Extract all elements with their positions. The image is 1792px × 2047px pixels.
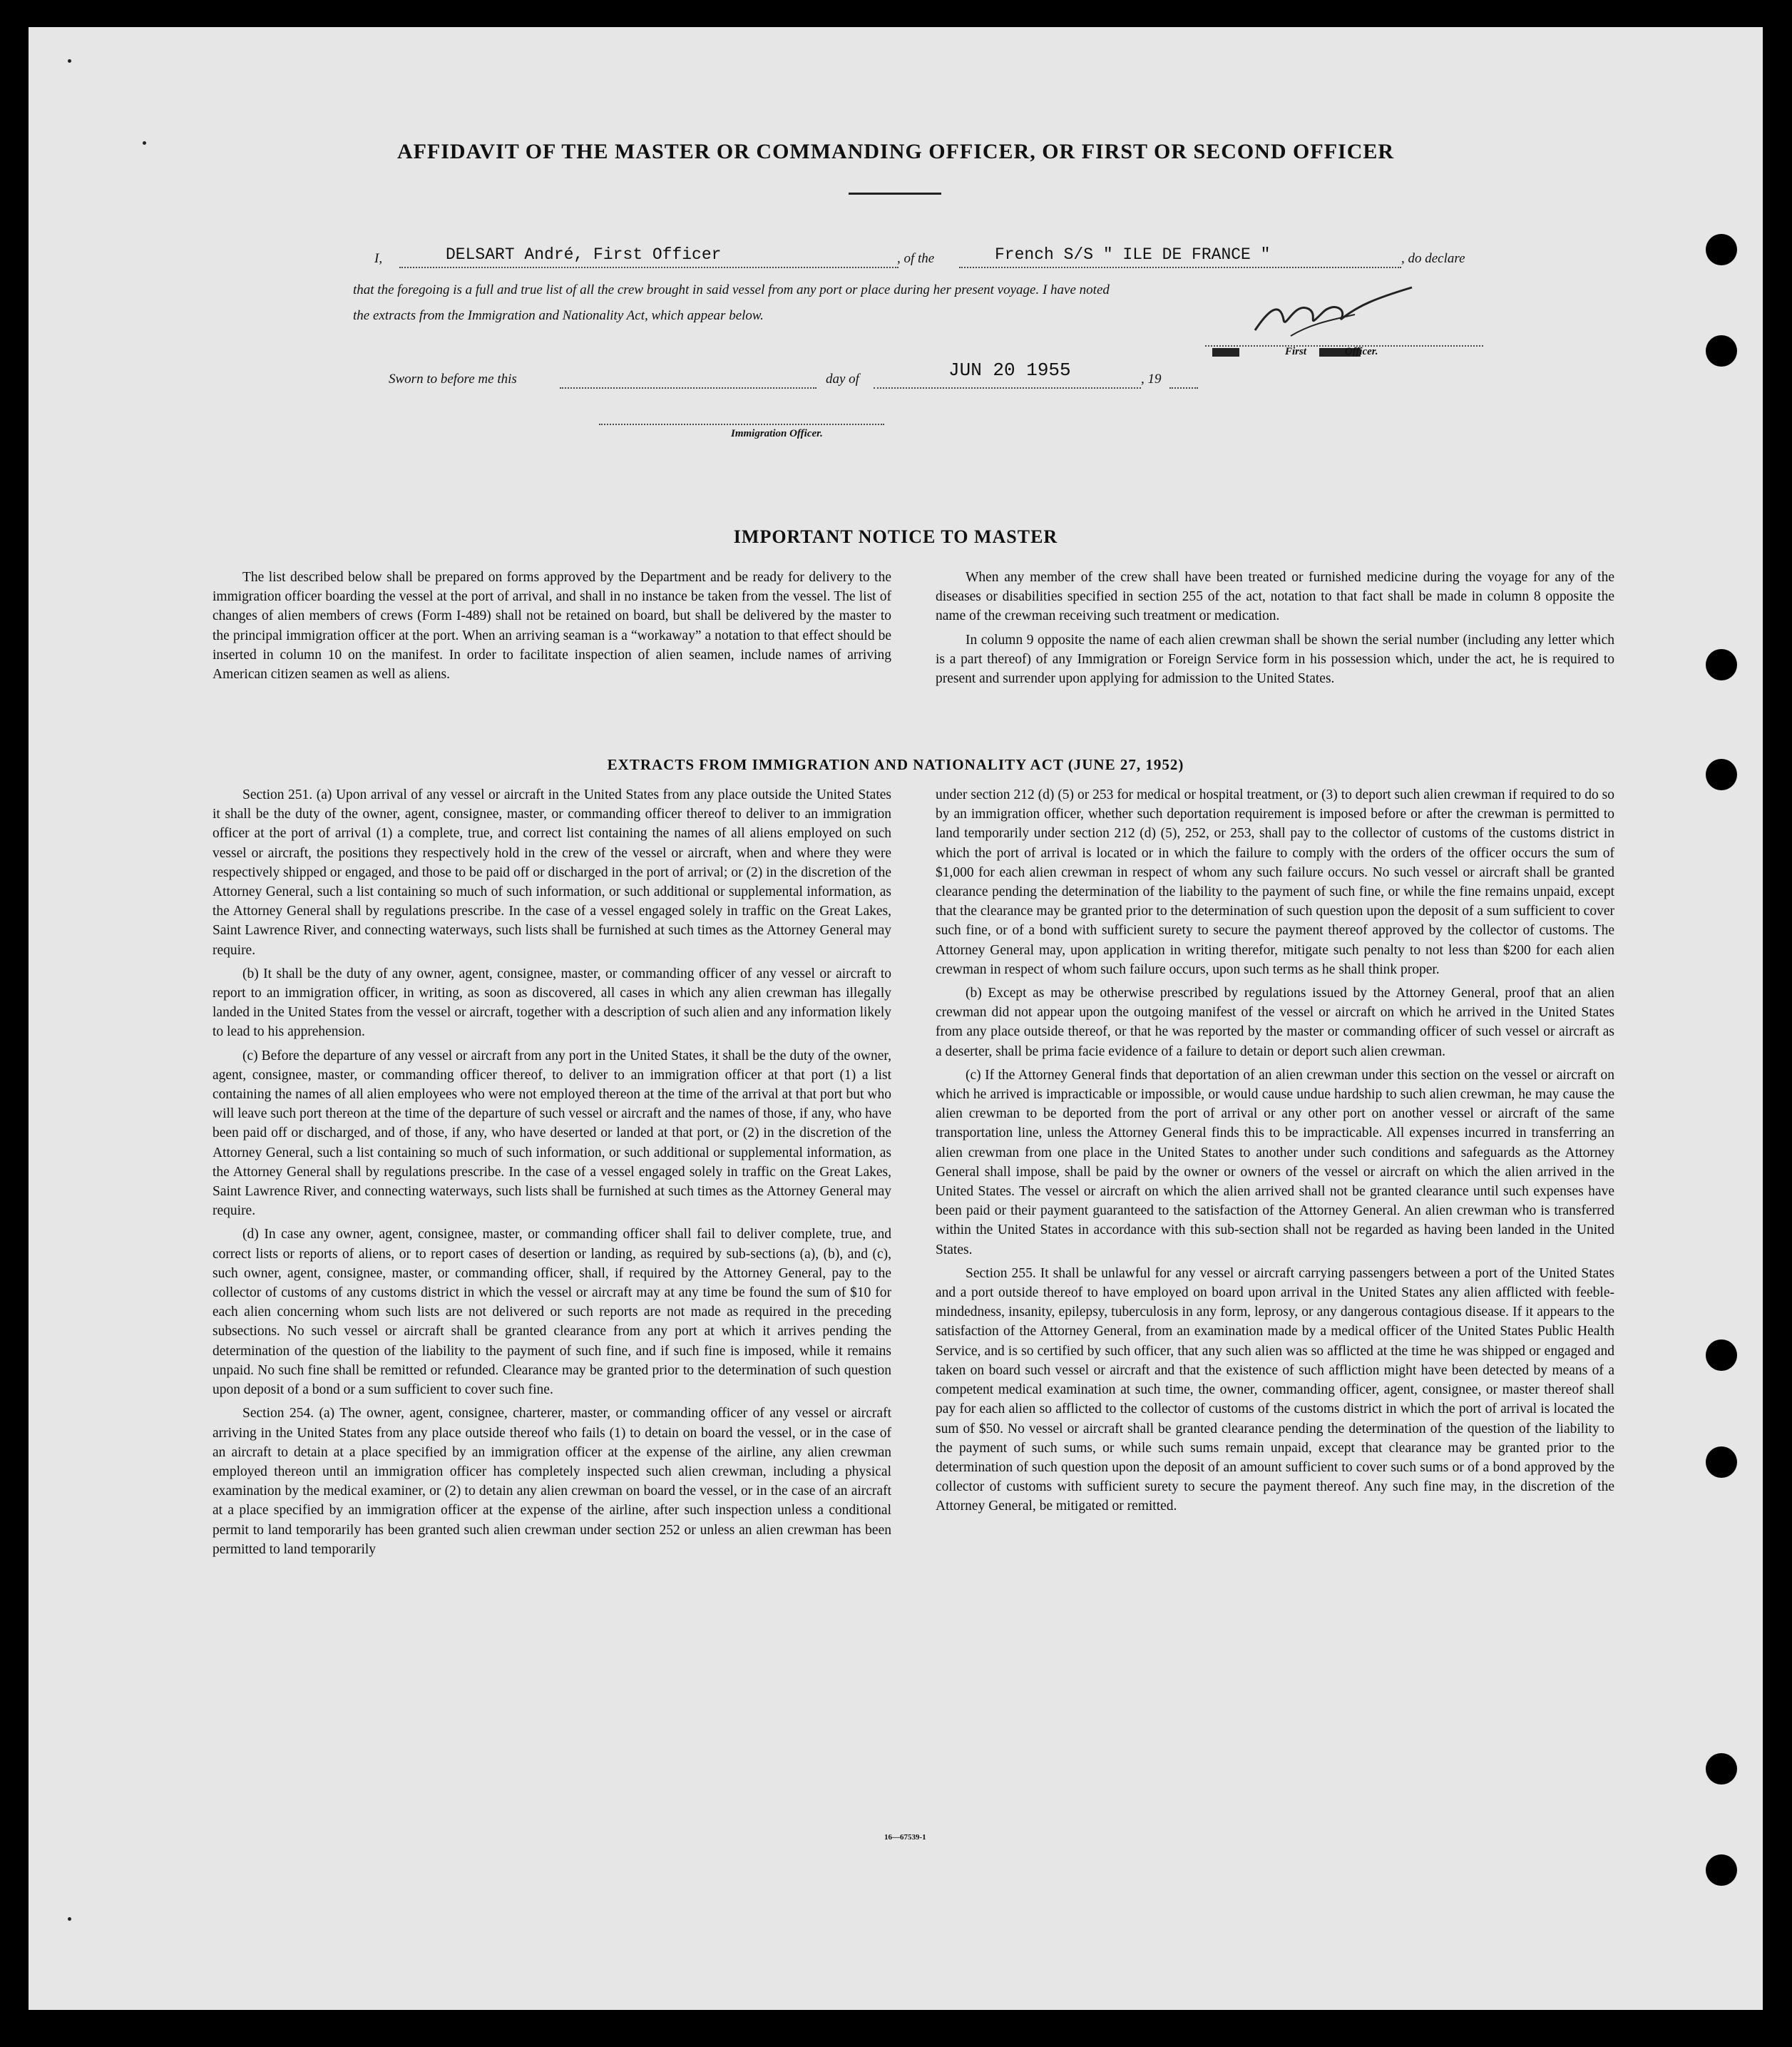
extracts-right-column	[936, 785, 1614, 1521]
extract-paragraph: (b) It shall be the duty of any owner, agent, consignee, master, or commanding officer of any vessel or aircraft to report to an immigration officer, in writing, as soon as discovered, all cases in which any alien crewman has illegally landed in the United States from the vessel or aircraft, together with a description of such alien and any information likely to lead to his apprehension.	[213, 966, 891, 1040]
sworn-day-underline	[560, 387, 816, 389]
year-prefix: , 19	[1141, 372, 1162, 387]
do-declare-label: , do declare	[1401, 251, 1465, 266]
binder-hole	[1706, 1854, 1737, 1886]
date-stamp: JUN 20 1955	[948, 359, 1071, 381]
notice-right-column	[936, 568, 1614, 693]
officer-signature	[1241, 280, 1426, 344]
notice-paragraph: In column 9 opposite the name of each alien crewman shall be shown the serial number (including any letter which is a part thereof) of any Immigration or Foreign Service form in his possession which, under the act, he is required to present and surrender upon applying for admission to the United States.	[936, 632, 1614, 687]
binder-hole	[1706, 1446, 1737, 1478]
immigration-officer-underline	[599, 424, 884, 425]
extract-paragraph: Section 251. (a) Upon arrival of any vessel or aircraft in the United States from any place outside the United States it shall be the duty of the owner, agent, consignee, master, or commanding officer thereof to deliver to an immigration officer at the port of arrival (1) a complete, true, and correct list containing the names of all aliens employed on such vessel or aircraft, the positions they respectively hold in the crew of the vessel or aircraft, when and where they were respectively shipped or engaged, and those to be paid off or discharged in the port of arrival; or (2) in the discretion of the Attorney General, such a list containing so much of such information, or such additional or supplemental information, as the Attorney General shall by regulations prescribe. In the case of a vessel engaged solely in traffic on the Great Lakes, Saint Lawrence River, and connecting waterways, such lists shall be furnished at such times as the Attorney General may require.	[213, 787, 891, 958]
declaration-line-3: the extracts from the Immigration and Nationality Act, which appear below.	[353, 308, 764, 323]
extract-paragraph: (c) If the Attorney General finds that deportation of an alien crewman under this section on the vessel or aircraft on which he arrived is impracticable or impossible, or would cause undue hardship to such alien crewman, he may cause the alien crewman to be deported from the port of arrival or any other port on another vessel or aircraft of the same transportation line, unless the Attorney General finds this to be impracticable. All expenses incurred in transferring an alien crewman from one place in the United States to another under such conditions and safeguards as the Attorney General shall impose, shall be paid by the owner or owners of the vessel or aircraft on which the alien arrived in the United States. The vessel or aircraft on which the alien arrived shall not be granted clearance until such expenses have been paid or their payment guaranteed to the satisfaction of the Attorney General. An alien crewman who is transferred within the United States in accordance with this sub-section shall not be regarded as having been landed in the United States.	[936, 1067, 1614, 1257]
year-underline	[1169, 387, 1198, 389]
notice-left-column	[213, 568, 891, 688]
extract-paragraph: (b) Except as may be otherwise prescribed by regulations issued by the Attorney General, proof that an alien crewman did not appear upon the outgoing manifest of the vessel or aircraft on which he arrived in the United States from any place outside thereof, or that he was reported by the master or commanding officer of such vessel or aircraft as a deserter, shall be prima facie evidence of a failure to detain or deport such alien crewman.	[936, 986, 1614, 1059]
binder-hole	[1706, 335, 1737, 367]
speck	[143, 141, 146, 145]
of-the-label: , of the	[897, 251, 935, 266]
immigration-officer-caption: Immigration Officer.	[731, 428, 823, 439]
extract-paragraph: (c) Before the departure of any vessel or aircraft from any port in the United States, it shall be the duty of the owner, agent, consignee, master, or commanding officer thereof, to deliver to an immigration officer at that port (1) a list containing the names of all alien employees who were not employed thereon at the time of the arrival at that port but who will leave such port thereon at the time of the departure of such vessel or aircraft and the names of those, if any, who have been paid off or discharged, and of those, if any, who have deserted or landed at that port, or (2) in the discretion of the Attorney General, such a list containing so much of such information, or such additional or supplemental information, as the Attorney General shall by regulations prescribe. In the case of a vessel engaged solely in traffic on the Great Lakes, Saint Lawrence River, and connecting waterways, such lists shall be furnished at such times as the Attorney General may require.	[213, 1048, 891, 1219]
form-number: 16—67539-1	[884, 1833, 926, 1842]
notice-title: IMPORTANT NOTICE TO MASTER	[733, 526, 1058, 547]
binder-hole	[1706, 234, 1737, 265]
speck	[68, 59, 71, 63]
extract-paragraph: Section 254. (a) The owner, agent, consignee, charterer, master, or commanding officer of any vessel or aircraft arriving in the United States from any place outside thereof who fails (1) to detain on board the vessel, or in the case of an aircraft to detain at a place specified by an immigration officer at the expense of the airline, any alien crewman employed thereon until an immigration officer has completely inspected such alien crewman, including a physical examination by the medical examiner, or (2) to detain any alien crewman on board the vessel, or in the case of an aircraft at a place specified by an immigration officer at the expense of the airline, after such inspection unless a conditional permit to land temporarily has been granted such alien crewman under section 252 or unless an alien crewman has been permitted to land temporarily	[213, 1406, 891, 1557]
declaration-line-2: that the foregoing is a full and true list of all the crew brought in said vessel from any port or place during her present voyage. I have noted	[353, 282, 1110, 297]
name-underline	[399, 267, 898, 268]
title-divider	[849, 193, 941, 195]
extract-paragraph: Section 255. It shall be unlawful for any vessel or aircraft carrying passengers between a port of the United States and a port outside thereof to have employed on board upon arrival in the United States any alien afflicted with feeble-mindedness, insanity, epilepsy, tuberculosis in any form, leprosy, or any dangerous contagious disease. If it appears to the satisfaction of the Attorney General, from an examination made by a medical officer of the United States Public Health Service, and is so certified by such officer, that any such alien was so afflicted at the time he was shipped or engaged and taken on board such vessel or aircraft and that the existence of such affliction might have been detected by means of a competent medical examination at such time, the owner, commanding officer, agent, consignee, or master thereof shall pay for each alien so afflicted to the collector of customs of the customs district in which the port of arrival is located the sum of $50. No vessel or aircraft shall be granted clearance pending the determination of the question of the liability to the payment of such sums, or while such sums remain unpaid, except that clearance may be granted prior to the determination of such question upon the deposit of an amount sufficient to cover such sums or of a bond approved by the collector of customs with sufficient surety to secure the payment thereof. Any such fine may, in the discretion of the Attorney General, be mitigated or remitted.	[936, 1265, 1614, 1514]
binder-hole	[1706, 649, 1737, 680]
officer-name-fill: DELSART André, First Officer	[446, 245, 722, 264]
speck	[68, 1917, 71, 1921]
sworn-label: Sworn to before me this	[389, 372, 517, 387]
extract-paragraph: under section 212 (d) (5) or 253 for medical or hospital treatment, or (3) to deport such alien crewman if required to do so by an immigration officer, whether such deportation requirement is imposed before or after the crewman is permitted to land temporarily under section 212 (d) (5), 252, or 253, shall pay to the collector of customs of the customs district in which the port of arrival is located or in which the failure to comply with the orders of the officer occurs the sum of $1,000 for each alien crewman in respect of whom any such failure occurs. No such vessel or aircraft shall be granted clearance pending the determination of the liability to the payment of such fine, or while the fine remains unpaid, except that the clearance may be granted prior to the determination of such question upon the deposit of a sum sufficient to cover such fine, or of a bond with sufficient surety to secure the payment thereof approved by the collector of customs. The Attorney General may, upon application in writing therefor, mitigate such penalty to not less than $200 for each alien crewman in respect of whom such failure occurs, upon such terms as he shall think proper.	[936, 787, 1614, 977]
officer-caption: First Officer.	[1285, 346, 1378, 357]
binder-hole	[1706, 1339, 1737, 1371]
extract-paragraph: (d) In case any owner, agent, consignee, master, or commanding officer shall fail to deliver complete, true, and correct lists or reports of aliens, or to report cases of desertion or landing, as required by sub-sections (a), (b), and (c), such owner, agent, consignee, master, or commanding officer, shall, if required by the Attorney General, pay to the collector of customs of any customs district in which the vessel or aircraft may at any time be found the sum of $10 for each alien concerning whom such lists are not delivered or such reports are not made as required in the preceding subsections. No such vessel or aircraft shall be granted clearance from any port at which it arrives pending the determination of the question of the liability to the payment of such fine, and if such fine is imposed, while it remains unpaid. No such fine shall be remitted or refunded. Clearance may be granted prior to the determination of such question upon deposit of a bond or a sum sufficient to cover such fine.	[213, 1227, 891, 1398]
binder-hole	[1706, 759, 1737, 790]
notice-paragraph: When any member of the crew shall have been treated or furnished medicine during the voyage for any of the diseases or disabilities specified in section 255 of the act, notation to that fact shall be made in column 8 opposite the name of the crewman receiving such treatment or medication.	[936, 570, 1614, 624]
vessel-fill: French S/S " ILE DE FRANCE "	[995, 245, 1271, 264]
extracts-left-column	[213, 785, 891, 1563]
extracts-title: EXTRACTS FROM IMMIGRATION AND NATIONALITY ACT (JUNE 27, 1952)	[607, 756, 1184, 773]
redaction-bar	[1212, 348, 1239, 357]
day-of-label: day of	[826, 372, 859, 387]
vessel-underline	[959, 267, 1401, 268]
month-underline	[874, 387, 1141, 389]
affidavit-title: AFFIDAVIT OF THE MASTER OR COMMANDING OFFICER, OR FIRST OR SECOND OFFICER	[396, 140, 1395, 163]
notice-paragraph: The list described below shall be prepared on forms approved by the Department and be ready for delivery to the immigration officer boarding the vessel at the port of arrival, and shall in no instance be taken from the vessel. The list of changes of alien members of crews (Form I-489) shall not be retained on board, but shall be delivered by the master to the principal immigration officer at the port. When an arriving seaman is a “workaway” a notation to that effect should be inserted in column 10 on the manifest. In order to facilitate inspection of alien seamen, include names of arriving American citizen seamen as well as aliens.	[213, 570, 891, 683]
i-label: I,	[374, 251, 383, 266]
affidavit-page	[29, 27, 1763, 2010]
binder-hole	[1706, 1753, 1737, 1785]
